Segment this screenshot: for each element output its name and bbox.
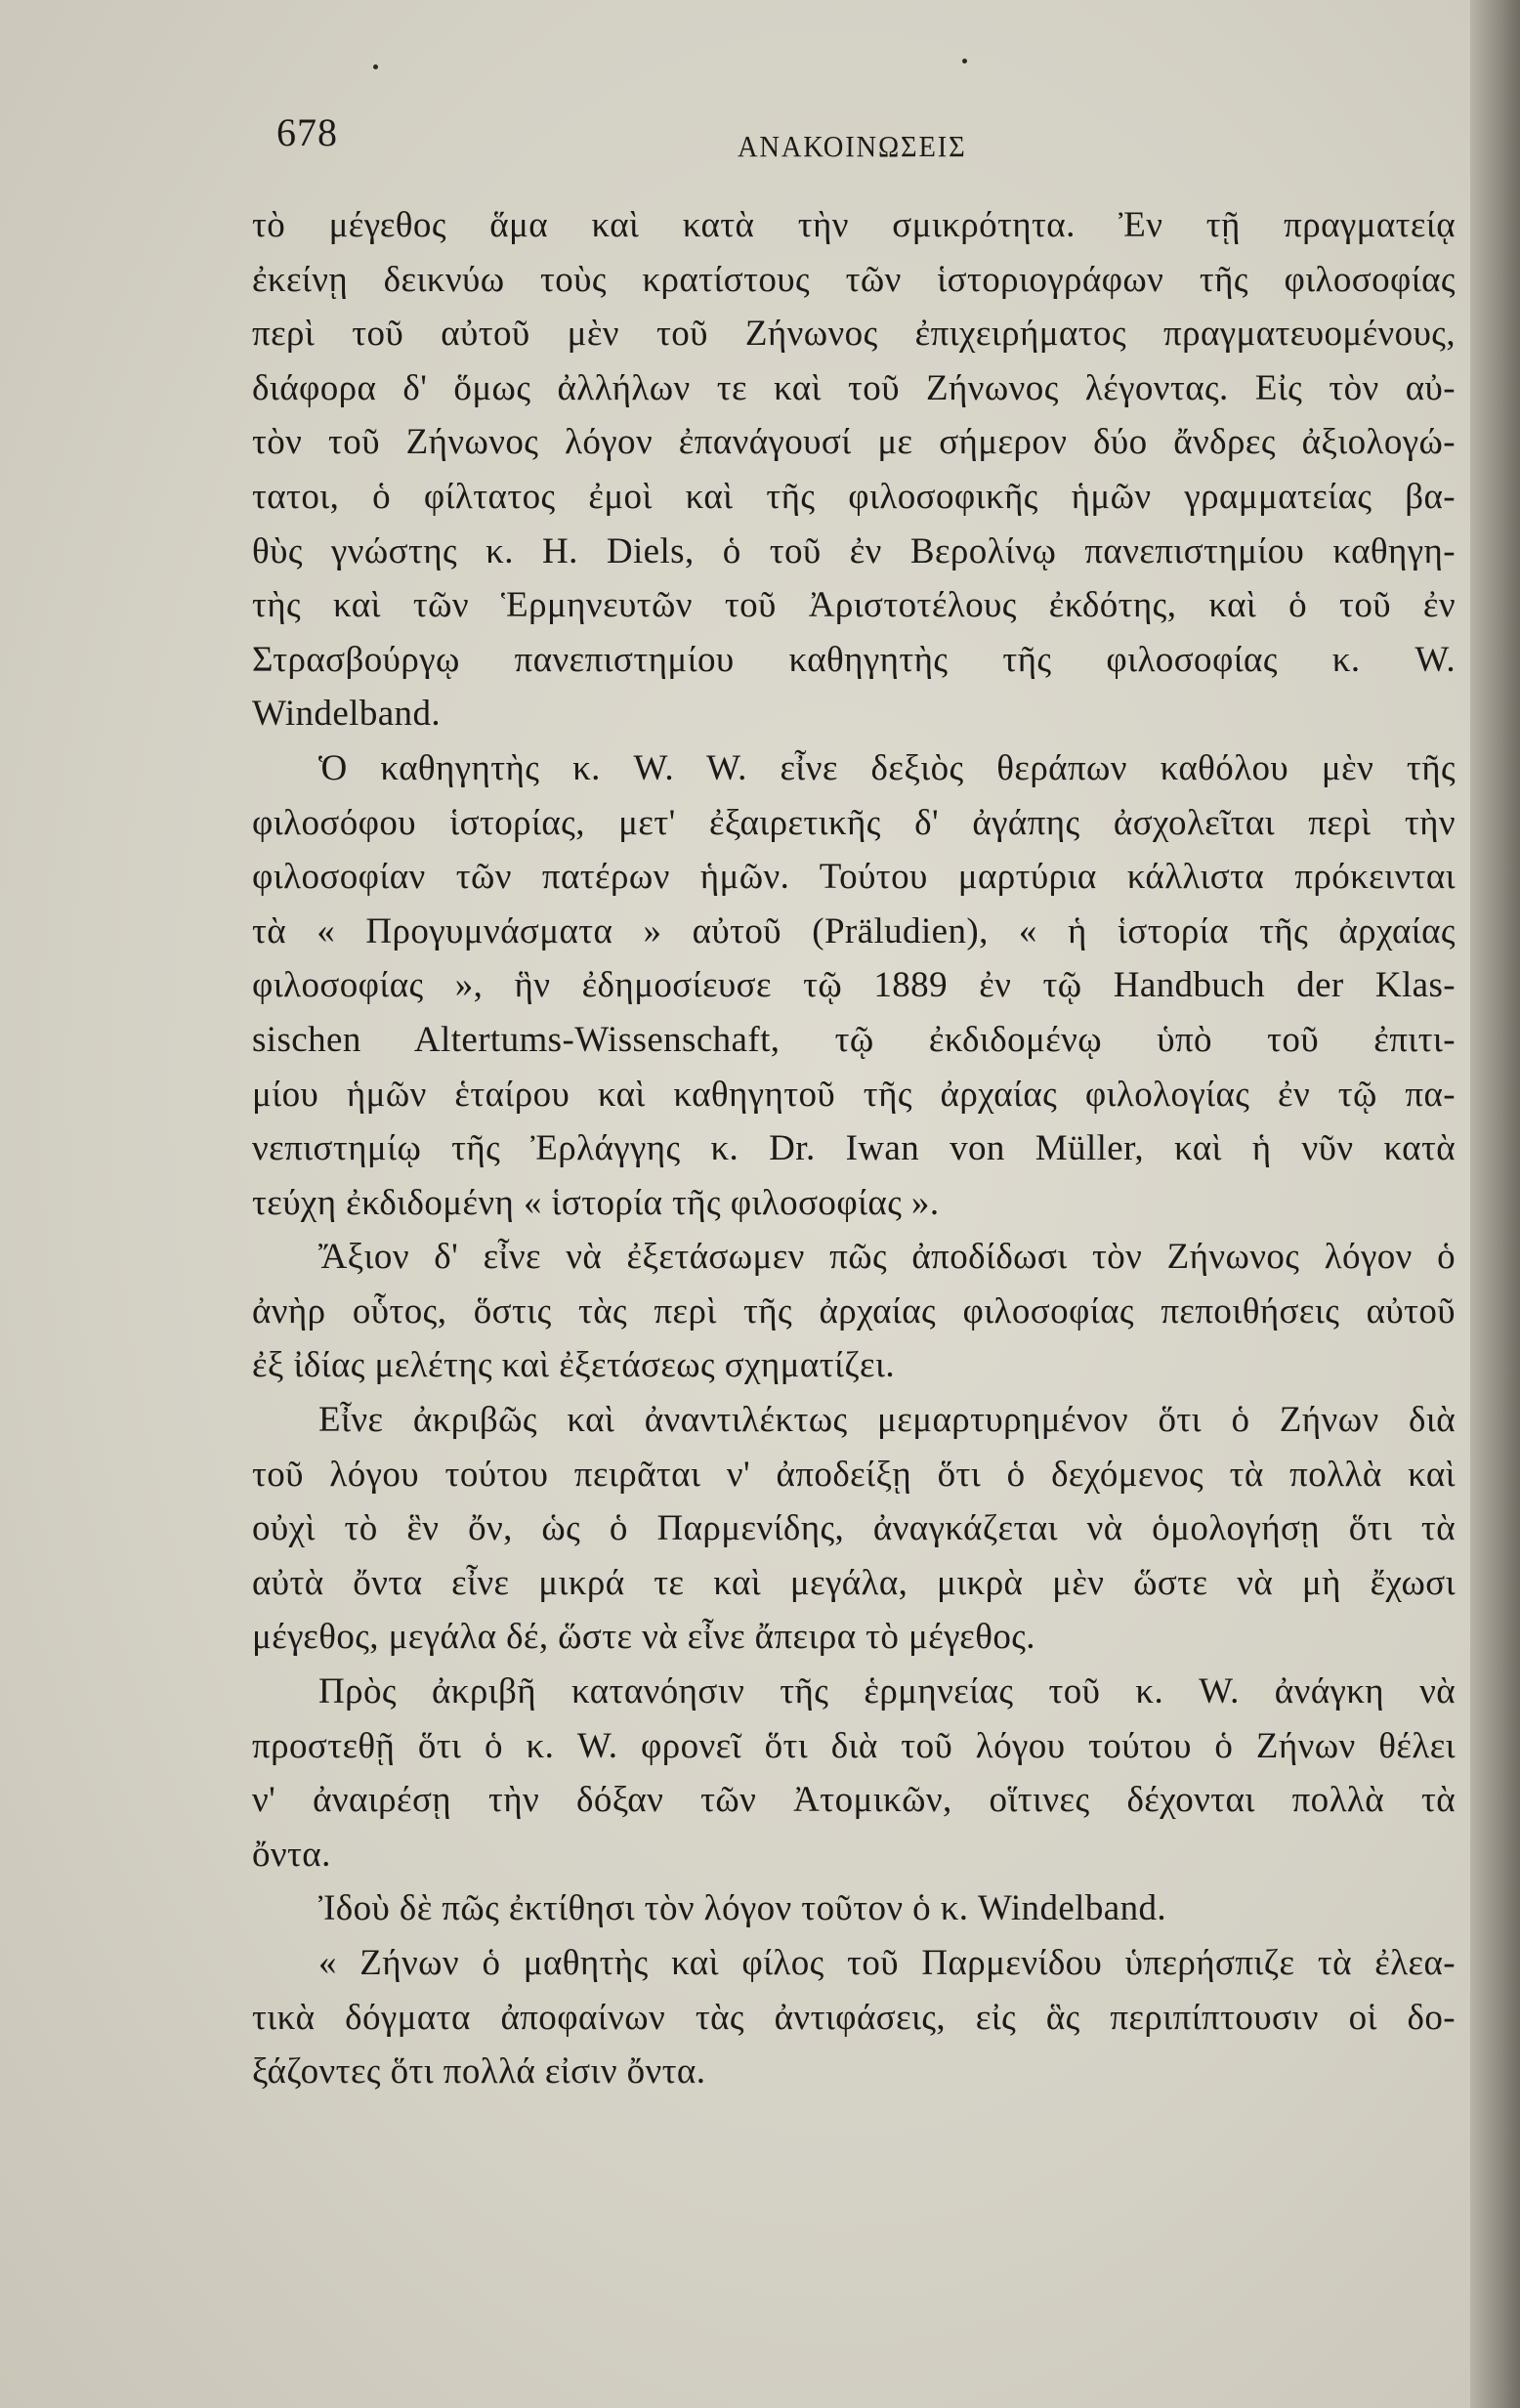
text-line: τατοι, ὁ φίλτατος ἐμοὶ καὶ τῆς φιλοσοφικῆς ἡμῶν γραμματείας βα-: [252, 476, 1456, 517]
text-line: Στρασβούργῳ πανεπιστημίου καθηγητὴς τῆς φιλοσοφίας κ. W.: [252, 639, 1456, 680]
text-line: ἐξ ἰδίας μελέτης καὶ ἐξετάσεως σχηματίζει.: [252, 1345, 895, 1386]
text-line: διάφορα δ' ὅμως ἀλλήλων τε καὶ τοῦ Ζήνωνος λέγοντας. Εἰς τὸν αὐ-: [252, 367, 1456, 408]
text-line: φιλοσοφίας », ἣν ἐδημοσίευσε τῷ 1889 ἐν τῷ Handbuch der Klas-: [252, 965, 1456, 1006]
text-line: τὰ « Προγυμνάσματα » αὐτοῦ (Präludien), « ἡ ἱστορία τῆς ἀρχαίας: [252, 910, 1456, 951]
speck-mark: [373, 64, 378, 69]
text-line: φιλοσόφου ἱστορίας, μετ' ἐξαιρετικῆς δ' ἀγάπης ἀσχολεῖται περὶ τὴν: [252, 802, 1456, 843]
text-line: ἐκείνῃ δεικνύω τοὺς κρατίστους τῶν ἱστοριογράφων τῆς φιλοσοφίας: [252, 259, 1456, 300]
speck-mark: [962, 59, 967, 63]
paragraph-start-line: Ὁ καθηγητὴς κ. W. W. εἶνε δεξιὸς θεράπων καθόλου μὲν τῆς: [318, 747, 1456, 788]
text-line: τὸν τοῦ Ζήνωνος λόγον ἐπανάγουσί με σήμερον δύο ἄνδρες ἀξιολογώ-: [252, 422, 1456, 463]
text-line: περὶ τοῦ αὐτοῦ μὲν τοῦ Ζήνωνος ἐπιχειρήματος πραγματευομένους,: [252, 314, 1456, 355]
quote-start-line: « Ζήνων ὁ μαθητὴς καὶ φίλος τοῦ Παρμενίδου ὑπερήσπιζε τὰ ἐλεα-: [318, 1943, 1456, 1983]
text-line: τικὰ δόγματα ἀποφαίνων τὰς ἀντιφάσεις, εἰς ἃς περιπίπτουσιν οἱ δο-: [252, 1997, 1456, 2038]
text-line: τοῦ λόγου τούτου πειρᾶται ν' ἀποδείξῃ ὅτι ὁ δεχόμενος τὰ πολλὰ καὶ: [252, 1454, 1456, 1495]
text-line: οὐχὶ τὸ ἓν ὄν, ὡς ὁ Παρμενίδης, ἀναγκάζεται νὰ ὁμολογήσῃ ὅτι τὰ: [252, 1508, 1456, 1549]
text-line: θὺς γνώστης κ. H. Diels, ὁ τοῦ ἐν Βερολίνῳ πανεπιστημίου καθηγη-: [252, 530, 1456, 571]
text-line: Windelband.: [252, 694, 441, 735]
text-line: νεπιστημίῳ τῆς Ἐρλάγγης κ. Dr. Iwan von Müller, καὶ ἡ νῦν κατὰ: [252, 1128, 1456, 1169]
page-number: 678: [276, 110, 338, 154]
text-line: τὸ μέγεθος ἅμα καὶ κατὰ τὴν σμικρότητα. Ἐν τῇ πραγματείᾳ: [252, 205, 1456, 245]
paragraph-start-line: Ἄξιον δ' εἶνε νὰ ἐξετάσωμεν πῶς ἀποδίδωσι τὸν Ζήνωνος λόγον ὁ: [318, 1237, 1456, 1278]
paragraph-start-line: Πρὸς ἀκριβῆ κατανόησιν τῆς ἑρμηνείας τοῦ κ. W. ἀνάγκη νὰ: [318, 1671, 1456, 1712]
text-line: ὄντα.: [252, 1834, 331, 1875]
paragraph-start-line: Ἰδοὺ δὲ πῶς ἐκτίθησι τὸν λόγον τοῦτον ὁ κ. Windelband.: [318, 1888, 1167, 1929]
text-line: ἀνὴρ οὗτος, ὅστις τὰς περὶ τῆς ἀρχαίας φιλοσοφίας πεποιθήσεις αὐτοῦ: [252, 1290, 1456, 1331]
body-text: [252, 198, 1456, 2099]
text-line: ν' ἀναιρέσῃ τὴν δόξαν τῶν Ἀτομικῶν, οἵτινες δέχονται πολλὰ τὰ: [252, 1780, 1456, 1821]
running-title: ΑΝΑΚΟΙΝΩΣΕΙΣ: [738, 129, 967, 163]
text-line: μέγεθος, μεγάλα δέ, ὥστε νὰ εἶνε ἄπειρα τὸ μέγεθος.: [252, 1617, 1035, 1658]
text-line: μίου ἡμῶν ἑταίρου καὶ καθηγητοῦ τῆς ἀρχαίας φιλολογίας ἐν τῷ πα-: [252, 1074, 1456, 1115]
page-header: [0, 109, 1520, 168]
text-line: αὐτὰ ὄντα εἶνε μικρά τε καὶ μεγάλα, μικρὰ μὲν ὥστε νὰ μὴ ἔχωσι: [252, 1562, 1456, 1603]
text-line: sischen Altertums-Wissenschaft, τῷ ἐκδιδομένῳ ὑπὸ τοῦ ἐπιτι-: [252, 1019, 1456, 1060]
text-line: προστεθῇ ὅτι ὁ κ. W. φρονεῖ ὅτι διὰ τοῦ λόγου τούτου ὁ Ζήνων θέλει: [252, 1725, 1456, 1766]
book-gutter-shadow: [1470, 0, 1520, 2408]
paragraph-start-line: Εἶνε ἀκριβῶς καὶ ἀναντιλέκτως μεμαρτυρημένον ὅτι ὁ Ζήνων διὰ: [318, 1400, 1456, 1441]
text-line: ξάζοντες ὅτι πολλά εἰσιν ὄντα.: [252, 2051, 706, 2092]
text-line: τεύχη ἐκδιδομένη « ἱστορία τῆς φιλοσοφίας ».: [252, 1182, 940, 1223]
text-line: φιλοσοφίαν τῶν πατέρων ἡμῶν. Τούτου μαρτύρια κάλλιστα πρόκεινται: [252, 857, 1456, 898]
text-line: τὴς καὶ τῶν Ἑρμηνευτῶν τοῦ Ἀριστοτέλους ἐκδότης, καὶ ὁ τοῦ ἐν: [252, 585, 1456, 626]
